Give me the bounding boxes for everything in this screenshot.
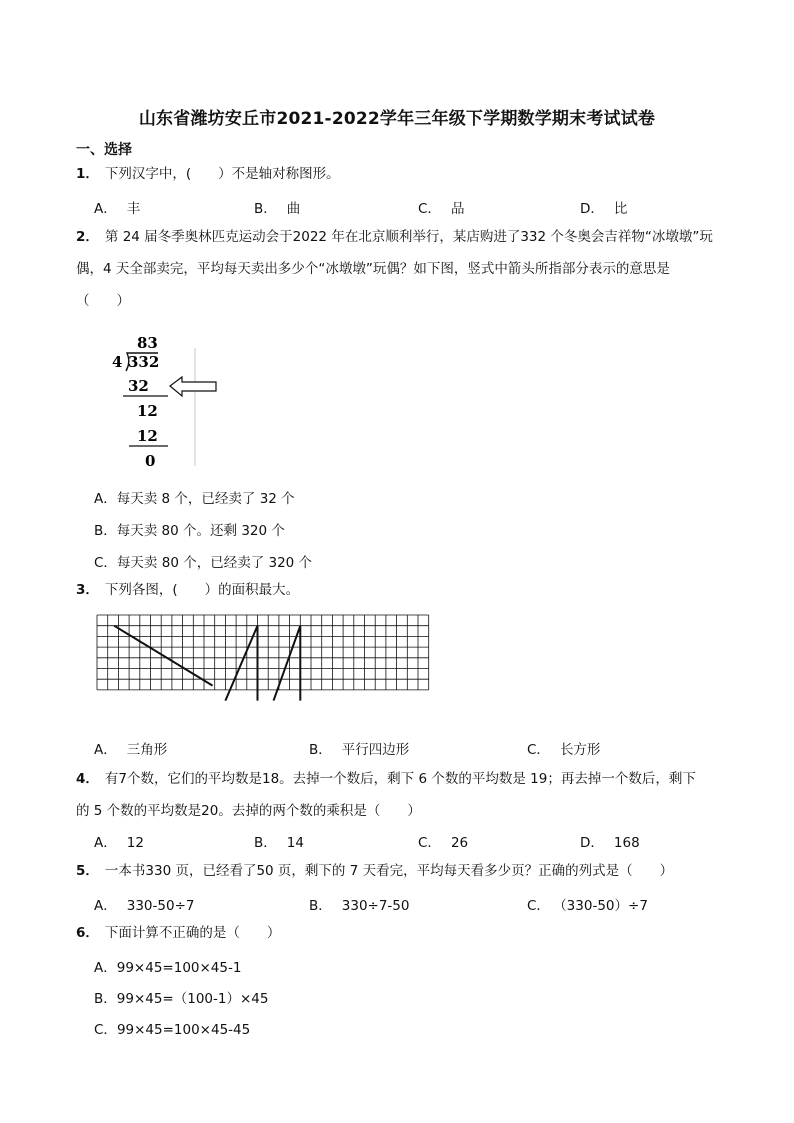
option-d[interactable]: D． 比 [580,201,628,217]
option-a[interactable]: A． 三角形 [94,742,168,758]
question-4 [76,763,726,827]
rectangle-shape [274,626,301,701]
question-text: 下列汉字中，( ）不是轴对称图形。 [104,166,340,182]
question-text: 下列各图，( ）的面积最大。 [104,582,300,598]
question-number: 2． [76,229,99,245]
partial-remainder: 12 [137,402,158,420]
long-division-figure [100,328,230,473]
question-text: 下面计算不正确的是（ ） [104,925,281,941]
question-text-line-1: 第 24 届冬季奥林匹克运动会于2022 年在北京顺利举行，某店购进了332 个冬奥会吉祥物“冰墩墩”玩 [104,229,713,245]
question-5 [76,855,673,887]
option-b[interactable]: B． 14 [254,835,304,851]
question-2 [76,221,726,317]
question-1 [76,158,340,190]
option-c[interactable]: C． 26 [418,835,469,851]
option-b[interactable]: B． 330÷7-50 [309,898,410,914]
option-d[interactable]: D． 168 [580,835,640,851]
q6-option-a[interactable]: A．99×45=100×45-1 [94,960,242,976]
question-text-line-1: 有7个数，它们的平均数是18。去掉一个数后，剩下 6 个数的平均数是 19；再去掉一个数后，剩下 [104,771,696,787]
exam-title: 山东省潍坊安丘市2021-2022学年三年级下学期数学期末考试试卷 [138,109,656,129]
final-remainder: 0 [145,452,156,470]
option-b[interactable]: B． 平行四边形 [309,742,410,758]
arrow-icon [170,377,216,396]
question-3 [76,574,299,606]
partial-product-2: 12 [137,427,158,445]
question-6 [76,917,280,949]
quotient: 83 [137,334,158,352]
question-text: 一本书330 页，已经看了50 页，剩下的 7 天看完，平均每天看多少页？正确的列式是（ ） [104,863,674,879]
question-number: 4． [76,771,99,787]
question-number: 3． [76,582,99,598]
divisor: 4 [112,353,123,371]
partial-product-1: 32 [128,377,149,395]
parallelogram-shape [225,626,257,701]
option-c[interactable]: C． （330-50）÷7 [527,898,648,914]
question-number: 5． [76,863,99,879]
option-c[interactable]: C． 品 [418,201,465,217]
question-text-line-3: （ ） [76,293,130,309]
q6-option-c[interactable]: C．99×45=100×45-45 [94,1022,251,1038]
question-text-line-2: 偶，4 天全部卖完，平均每天卖出多少个“冰墩墩”玩偶？如下图，竖式中箭头所指部分表示的意思是 [76,261,670,277]
question-number: 6． [76,925,99,941]
option-c[interactable]: C． 长方形 [527,742,601,758]
q6-option-b[interactable]: B．99×45=（100-1）×45 [94,991,269,1007]
option-a[interactable]: A． 330-50÷7 [94,898,195,914]
section-heading: 一、选择 [76,142,132,158]
dividend: 332 [128,353,160,371]
q2-option-b[interactable]: B．每天卖 80 个。还剩 320 个 [94,523,285,539]
option-a[interactable]: A． 12 [94,835,144,851]
option-a[interactable]: A． 丰 [94,201,141,217]
q2-option-a[interactable]: A．每天卖 8 个，已经卖了 32 个 [94,491,295,507]
question-text-line-2: 的 5 个数的平均数是20。去掉的两个数的乘积是（ ） [76,803,421,819]
q2-option-c[interactable]: C．每天卖 80 个，已经卖了 320 个 [94,555,313,571]
question-number: 1． [76,166,99,182]
grid-shapes-figure [96,614,430,720]
option-b[interactable]: B． 曲 [254,201,301,217]
